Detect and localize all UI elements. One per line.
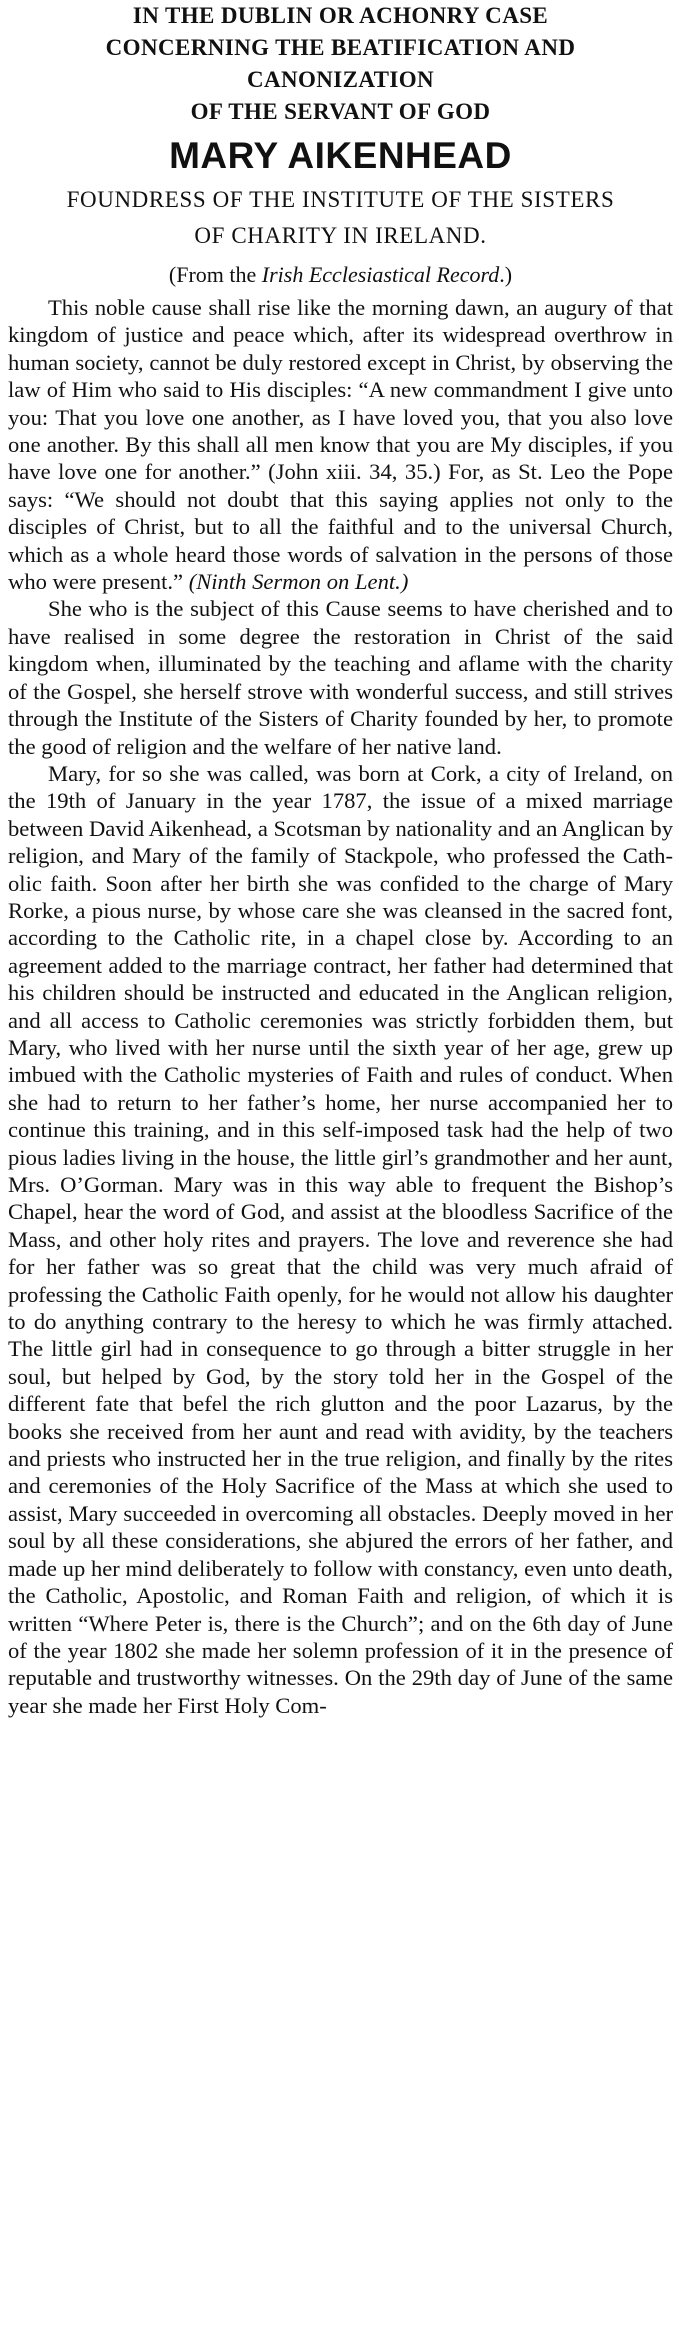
source-title: Irish Ecclesiastical Record <box>261 262 500 287</box>
paragraph-3: Mary, for so she was called, was born at Cork, a city of Ireland, on the 19th of January in the year 1787, the issue of a mixed marriage between David Aikenhead, a Scotsman by nationality and an Anglican by religion, and Mary of the family of Stackpole, who professed the Catholic faith. Soon after her birth she was confided to the charge of Mary Rorke, a pious nurse, by whose care she was cleansed in the sacred font, according to the Catholic rite, in a chapel close by. According to an agreement added to the marriage contract, her father had determined that his children should be instructed and educated in the Anglican religion, and all access to Catholic ceremonies was strictly forbidden them, but Mary, who lived with her nurse until the sixth year of her age, grew up imbued with the Catholic mysteries of Faith and rules of conduct. When she had to return to her father’s home, her nurse accompanied her to continue this training, and in this self-imposed task had the help of two pious ladies living in the house, the little girl’s grandmother and her aunt, Mrs. O’Gorman. Mary was in this way able to frequent the Bishop’s Chapel, hear the word of God, and assist at the bloodless Sacrifice of the Mass, and other holy rites and prayers. The love and reverence she had for her father was so great that the child was very much afraid of professing the Catholic Faith openly, for he would not allow his daughter to do anything contrary to the heresy to which he was firmly attached. The little girl had in consequence to go through a bitter struggle in her soul, but helped by God, by the story told her in the Gospel of the different fate that befel the rich glutton and the poor Lazarus, by the books she received from her aunt and read with avidity, by the teachers and priests who instructed her in the true religion, and finally by the rites and ceremonies of the Holy Sacrifice of the Mass at which she used to assist, Mary succeeded in overcoming all obstacles. Deeply moved in her soul by all these considerations, she abjured the errors of her father, and made up her mind deliberately to follow with constancy, even unto death, the Catholic, Apostolic, and Roman Faith and religion, of which it is written “Where Peter is, there is the Church”; and on the 6th day of June of the year 1802 she made her solemn profession of it in the presence of reputable and trustworthy witnesses. On the 29th day of June of the same year she made her First Holy Com- <box>8 760 673 1718</box>
source-prefix: (From the <box>168 262 262 287</box>
source-suffix: .) <box>499 262 513 287</box>
heading-line-2: CONCERNING THE BEATIFICATION AND <box>105 35 576 60</box>
subtitle-line-1: FOUNDRESS OF THE INSTITUTE OF THE SISTERS <box>66 187 615 212</box>
heading-line-4: OF THE SERVANT OF GOD <box>190 99 491 124</box>
paragraph-2: She who is the subject of this Cause seems to have cherished and to have realised in some degree the restoration in Christ of the said kingdom when, illuminated by the teaching and aflame with the charity of the Gospel, she herself strove with wonderful success, and still strives through the Institute of the Sisters of Charity founded by her, to promote the good of religion and the welfare of her native land. <box>8 596 673 759</box>
paragraph-1-text: This noble cause shall rise like the morning dawn, an augury of that kingdom of justice and peace which, after its widespread overthrow in human society, cannot be duly restored except in Christ, by observing the law of Him who said to His disciples: “A new commandment I give unto you: That you love one another, as I have loved you, that you also love one another. By this shall all men know that you are My disciples, if you have love one for another.” (John xiii. 34, 35.) For, as St. Leo the Pope says: “We should not doubt that this saying applies not only to the disciples of Christ, but to all the faithful and to the universal Church, which as a whole heard those words of salvation in the persons of those who were present.” <box>8 295 673 595</box>
heading-line-1: IN THE DUBLIN OR ACHONRY CASE <box>132 3 549 28</box>
paragraph-1 <box>8 294 673 595</box>
heading-line-3: CANONIZATION <box>246 67 435 92</box>
servant-name-title: MARY AIKENHEAD <box>169 135 512 176</box>
source-citation <box>8 260 673 290</box>
paragraph-1-reference: (Ninth Sermon on Lent.) <box>188 569 409 595</box>
subtitle-line-2: OF CHARITY IN IRELAND. <box>194 223 487 248</box>
